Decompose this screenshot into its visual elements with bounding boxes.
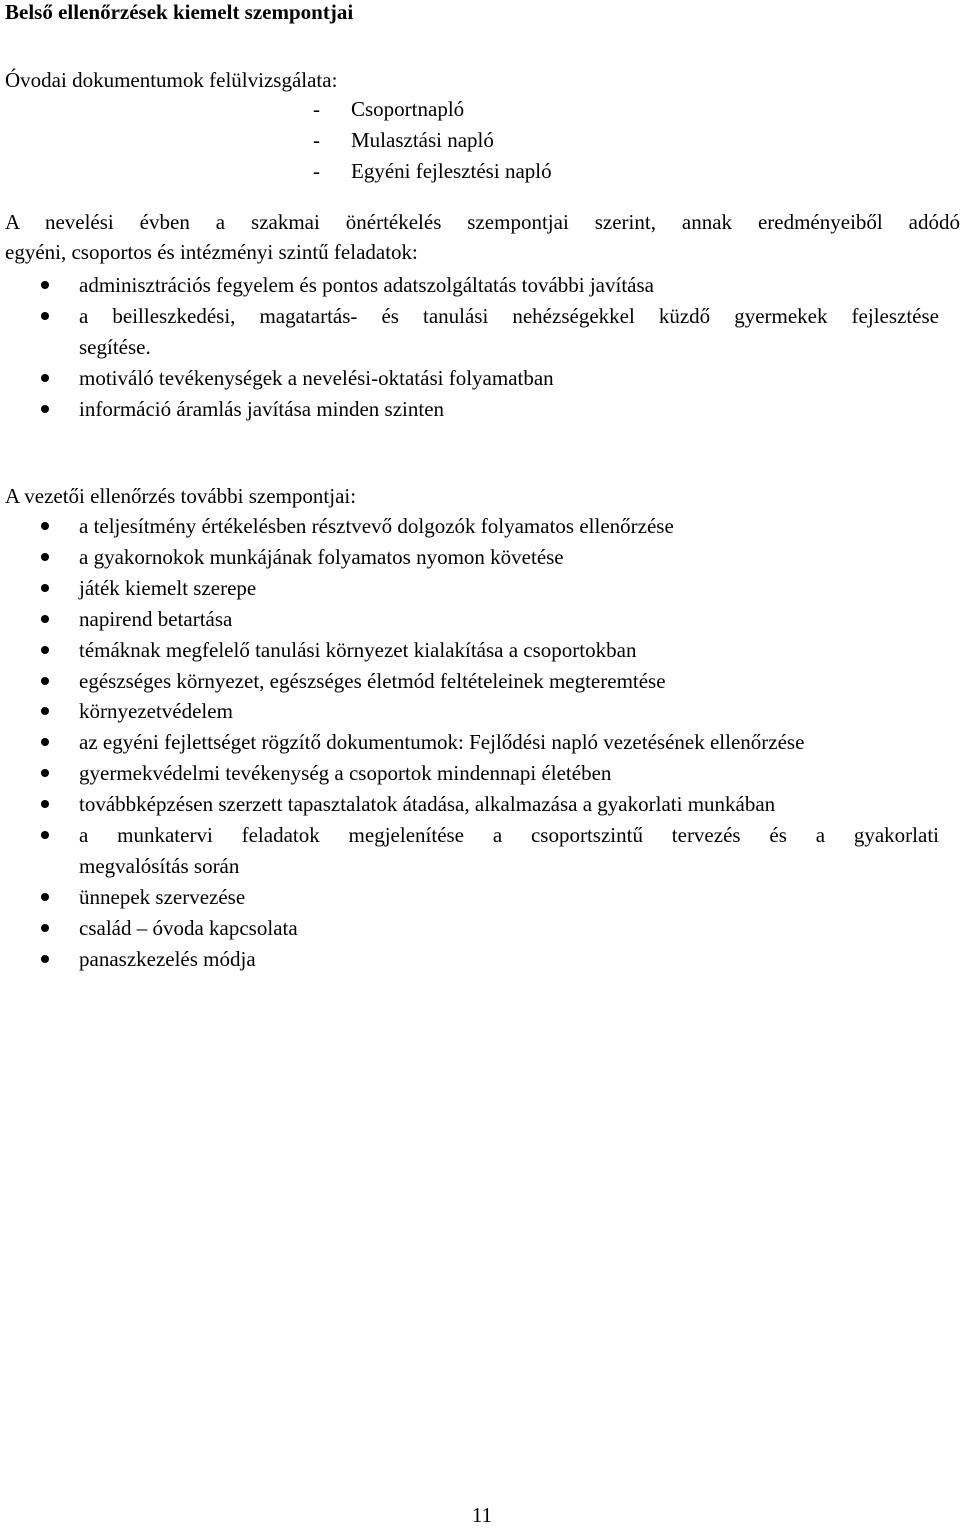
list-item-text-continued: megvalósítás során [79, 853, 240, 878]
list-item-text: a gyakornokok munkájának folyamatos nyomon követése [79, 544, 564, 569]
bullet-icon [41, 646, 49, 654]
bullet-icon [41, 405, 49, 413]
list-item [0, 573, 939, 604]
list-item-text: témáknak megfelelő tanulási környezet kialakítása a csoportokban [79, 637, 637, 662]
dash-marker: - [313, 128, 320, 152]
list-item [0, 820, 939, 882]
bullet-icon [41, 769, 49, 777]
list-item-text: adminisztrációs fegyelem és pontos adatszolgáltatás további javítása [79, 273, 654, 297]
bullet-icon [41, 281, 49, 289]
list-item-text: napirend betartása [79, 606, 233, 631]
page-number: 11 [471, 1503, 493, 1527]
list-item-text: motiváló tevékenységek a nevelési-oktatási folyamatban [79, 365, 554, 390]
bullet-icon [41, 893, 49, 901]
list-item [0, 666, 939, 697]
list-item-text: játék kiemelt szerepe [79, 575, 257, 600]
self-eval-list [0, 270, 960, 425]
bullet-icon [41, 707, 49, 715]
list-item-text: a beilleszkedési, magatartás- és tanulási nehézségekkel küzdő gyermekek fejlesztése [79, 303, 939, 328]
bullet-icon [41, 374, 49, 382]
list-item-text: egészséges környezet, egészséges életmód feltételeinek megteremtése [79, 668, 666, 693]
bullet-icon [41, 615, 49, 623]
list-item [0, 394, 939, 425]
bullet-icon [41, 924, 49, 932]
documents-intro: Óvodai dokumentumok felülvizsgálata: [5, 68, 338, 92]
bullet-icon [41, 312, 49, 320]
list-item [313, 156, 552, 187]
leader-list [0, 511, 960, 975]
list-item-text: a teljesítmény értékelésben résztvevő dolgozók folyamatos ellenőrzése [79, 514, 674, 538]
list-item-text: Csoportnapló [351, 97, 465, 121]
list-item-text: Mulasztási napló [351, 128, 494, 152]
list-item [0, 363, 939, 394]
bullet-icon [41, 831, 49, 839]
list-item-text: család – óvoda kapcsolata [79, 915, 298, 940]
dash-marker: - [313, 97, 320, 121]
list-item [0, 789, 939, 820]
list-item-text: az egyéni fejlettséget rögzítő dokumentumok: Fejlődési napló vezetésének ellenőrzése [79, 730, 805, 755]
list-item [313, 94, 552, 125]
documents-list [313, 94, 552, 187]
leader-intro: A vezetői ellenőrzés további szempontjai: [5, 484, 357, 508]
list-item [0, 301, 939, 363]
self-eval-paragraph [5, 207, 960, 267]
list-item-text: továbbképzésen szerzett tapasztalatok átadása, alkalmazása a gyakorlati munkában [79, 792, 776, 817]
paragraph-line: egyéni, csoportos és intézményi szintű feladatok: [5, 240, 418, 264]
bullet-icon [41, 677, 49, 685]
bullet-icon [41, 800, 49, 808]
list-item [0, 635, 939, 666]
list-item-text: környezetvédelem [79, 699, 233, 724]
bullet-icon [41, 522, 49, 530]
list-item [0, 511, 939, 542]
list-item-text: információ áramlás javítása minden szinten [79, 396, 445, 421]
list-item-text: Egyéni fejlesztési napló [351, 159, 552, 183]
bullet-icon [41, 738, 49, 746]
bullet-icon [41, 584, 49, 592]
list-item [0, 604, 939, 635]
list-item-text-continued: segítése. [79, 334, 151, 359]
list-item [0, 758, 939, 789]
page-heading: Belső ellenőrzések kiemelt szempontjai [5, 0, 354, 24]
paragraph-line: A nevelési évben a szakmai önértékelés szempontjai szerint, annak eredményeiből adódó [5, 210, 960, 234]
bullet-icon [41, 553, 49, 561]
bullet-icon [41, 955, 49, 963]
list-item-text: panaszkezelés módja [79, 946, 256, 971]
list-item [0, 542, 939, 573]
list-item [0, 882, 939, 913]
list-item [0, 913, 939, 944]
list-item [0, 270, 939, 301]
list-item-text: ünnepek szervezése [79, 884, 246, 909]
list-item-text: gyermekvédelmi tevékenység a csoportok mindennapi életében [79, 761, 612, 786]
list-item-text: a munkatervi feladatok megjelenítése a csoportszintű tervezés és a gyakorlati [79, 823, 939, 848]
list-item [0, 727, 939, 758]
dash-marker: - [313, 159, 320, 183]
list-item [0, 696, 939, 727]
list-item [0, 944, 939, 975]
list-item [313, 125, 552, 156]
